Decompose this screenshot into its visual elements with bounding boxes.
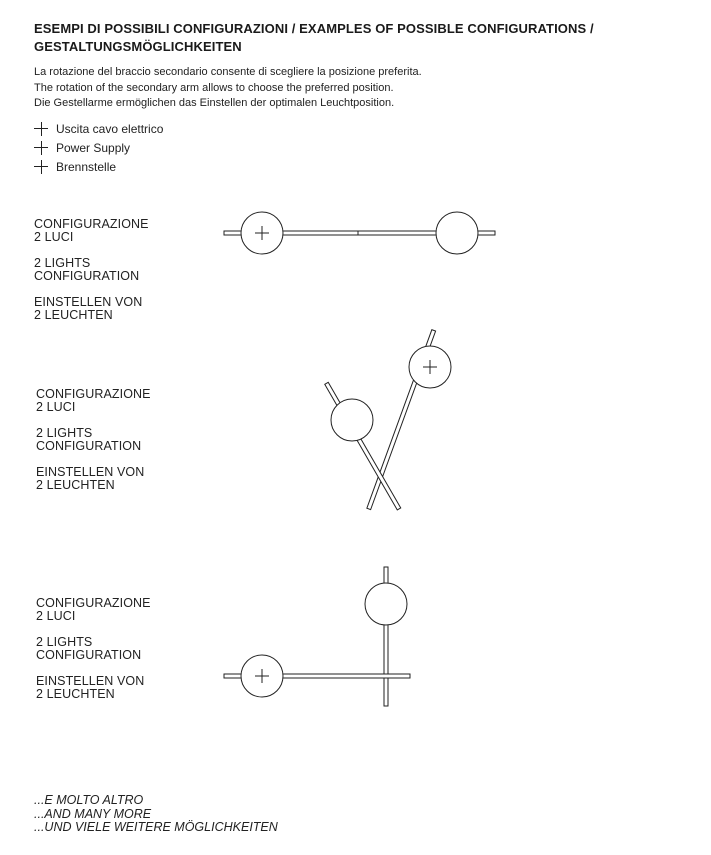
light-head <box>331 399 373 441</box>
intro-line-de: Die Gestellarme ermöglichen das Einstellen der optimalen Leuchtposition. <box>34 97 395 109</box>
intro-line-en: The rotation of the secondary arm allows to choose the preferred position. <box>34 81 394 94</box>
config-de-line2: 2 LEUCHTEN <box>36 478 115 492</box>
config-it-line2: 2 LUCI <box>34 230 74 244</box>
config-en-line2: CONFIGURATION <box>34 269 140 283</box>
config-it-line2: 2 LUCI <box>36 609 76 623</box>
title-line-1: ESEMPI DI POSSIBILI CONFIGURAZIONI / EXAMPLES OF POSSIBLE CONFIGURATIONS / <box>34 21 594 36</box>
outro-line-it: ...E MOLTO ALTRO <box>34 793 144 807</box>
config-drawing-crossed <box>325 330 451 510</box>
config-it-line1: CONFIGURAZIONE <box>36 387 151 401</box>
config-de-line1: EINSTELLEN VON <box>36 674 145 688</box>
config-en-line1: 2 LIGHTS <box>36 635 93 649</box>
config-drawing-l-shape <box>224 567 410 706</box>
arm-end-cap <box>224 231 242 235</box>
legend-label: Uscita cavo elettrico <box>56 121 164 136</box>
config-en-line1: 2 LIGHTS <box>34 256 91 270</box>
outro-line-de: ...UND VIELE WEITERE MÖGLICHKEITEN <box>34 820 278 834</box>
config-drawing-horizontal <box>224 212 495 254</box>
config-it-line2: 2 LUCI <box>36 400 76 414</box>
config-it-line1: CONFIGURAZIONE <box>34 217 149 231</box>
config-de-line2: 2 LEUCHTEN <box>34 308 113 322</box>
light-head <box>436 212 478 254</box>
title-line-2: GESTALTUNGSMÖGLICHKEITEN <box>34 39 242 54</box>
config-de-line2: 2 LEUCHTEN <box>36 687 115 701</box>
config-de-line1: EINSTELLEN VON <box>36 465 145 479</box>
closing-note <box>34 794 434 835</box>
config-en-line2: CONFIGURATION <box>36 439 142 453</box>
config-en-line1: 2 LIGHTS <box>36 426 93 440</box>
legend-label: Brennstelle <box>56 159 117 174</box>
config-it-line1: CONFIGURAZIONE <box>36 596 151 610</box>
legend-label: Power Supply <box>56 140 131 155</box>
outro-line-en: ...AND MANY MORE <box>34 806 152 821</box>
light-head <box>365 583 407 625</box>
arm-end-cap <box>476 231 495 235</box>
arm-bar <box>282 231 438 235</box>
config-de-line1: EINSTELLEN VON <box>34 295 143 309</box>
intro-line-it: La rotazione del braccio secondario consente di scegliere la posizione preferita. <box>34 66 422 78</box>
config-en-line2: CONFIGURATION <box>36 648 142 662</box>
